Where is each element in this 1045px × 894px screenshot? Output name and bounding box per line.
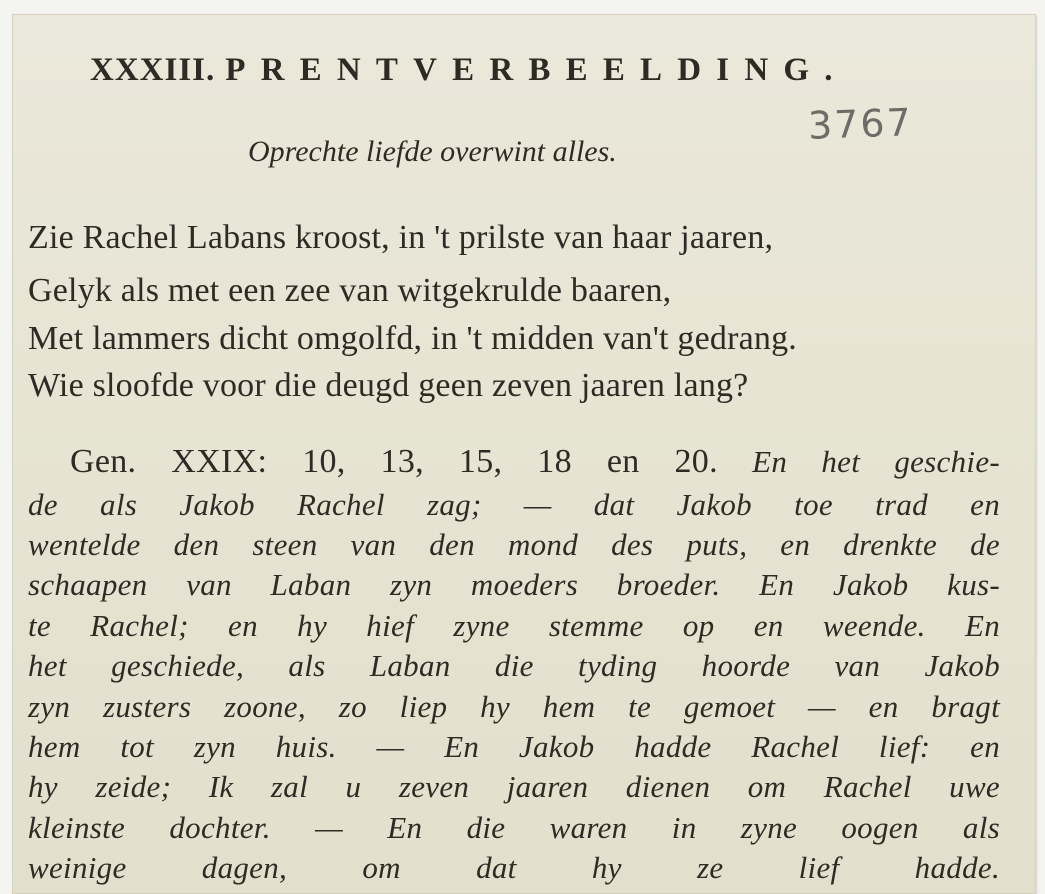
handwritten-inventory-number: 3767 xyxy=(807,100,914,148)
scripture-line-11: weinige dagen, om dat hy ze lief hadde. xyxy=(28,850,1000,885)
scripture-line-5: te Rachel; en hy hief zyne stemme op en weende. En xyxy=(28,608,1000,643)
scripture-line-10: kleinste dochter. — En die waren in zyne oogen als xyxy=(28,810,1000,845)
printed-page xyxy=(12,14,1036,894)
scripture-line-2: de als Jakob Rachel zag; — dat Jakob toe trad en xyxy=(28,487,1000,522)
scripture-line-8: hem tot zyn huis. — En Jakob hadde Rachel lief: en xyxy=(28,729,1000,764)
scripture-line-6: het geschiede, als Laban die tyding hoorde van Jakob xyxy=(28,648,1000,683)
poem-line-4: Wie sloofde voor die deugd geen zeven jaaren lang? xyxy=(28,367,749,404)
scripture-line-1 xyxy=(70,443,1000,481)
poem-line-2: Gelyk als met een zee van witgekrulde baaren, xyxy=(28,272,672,309)
scripture-line-7: zyn zusters zoone, zo liep hy hem te gemoet — en bragt xyxy=(28,689,1000,724)
plate-heading: PRENTVERBEELDING. xyxy=(225,52,848,88)
scripture-line-4: schaapen van Laban zyn moeders broeder. En Jakob kus- xyxy=(28,567,1000,602)
scripture-line-9: hy zeide; Ik zal u zeven jaaren dienen om Rachel uwe xyxy=(28,769,1000,804)
scripture-reference: Gen. XXIX: 10, 13, 15, 18 en 20. xyxy=(70,443,718,480)
poem-line-1: Zie Rachel Labans kroost, in 't prilste van haar jaaren, xyxy=(28,219,774,256)
subtitle: Oprechte liefde overwint alles. xyxy=(248,135,617,168)
scripture-line-3: wentelde den steen van den mond des puts, en drenkte de xyxy=(28,527,1000,562)
poem-line-3: Met lammers dicht omgolfd, in 't midden van't gedrang. xyxy=(28,320,798,357)
plate-header xyxy=(90,52,848,89)
scripture-line-1-text: En het geschie- xyxy=(752,444,1000,479)
plate-number: XXXIII. xyxy=(90,52,216,88)
